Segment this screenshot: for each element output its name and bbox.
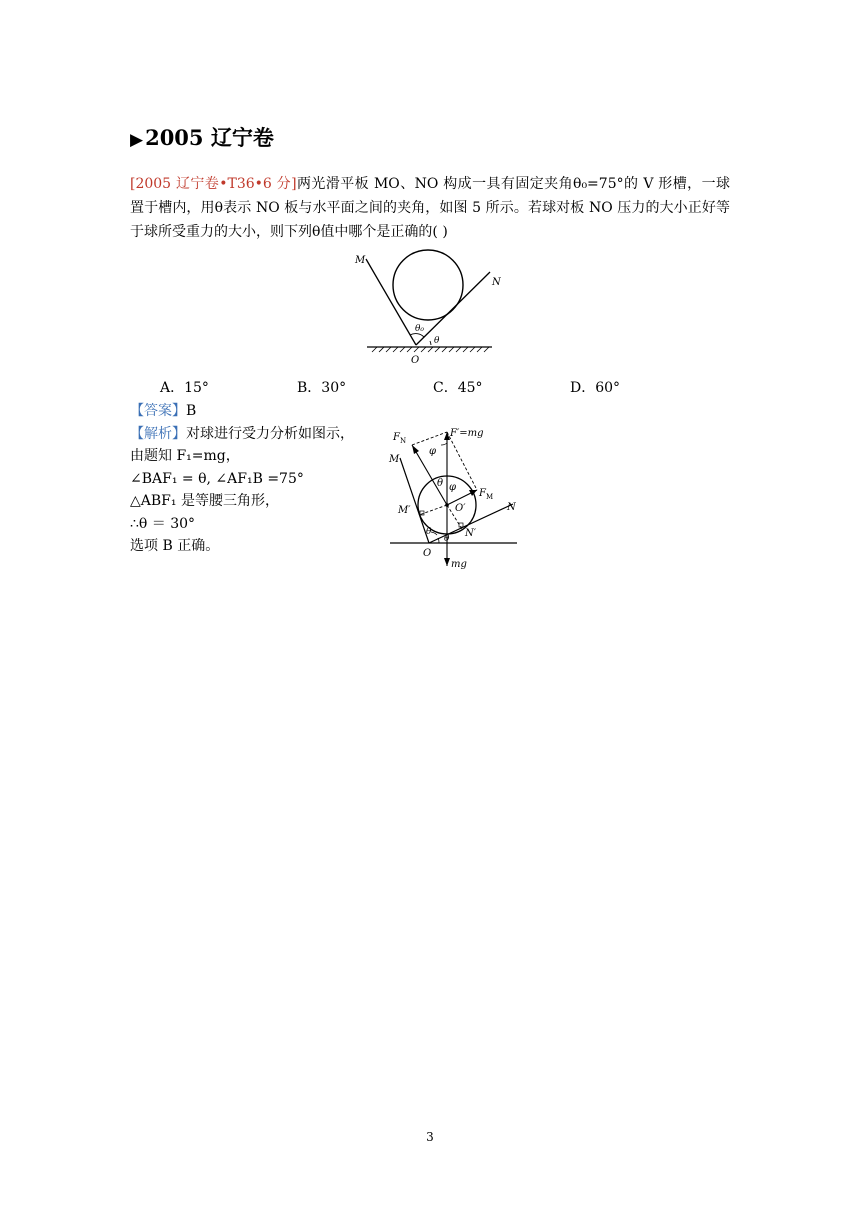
triangle-marker-icon: ▶	[130, 130, 144, 150]
label-theta: θ	[434, 336, 440, 346]
label-oprime: O′	[455, 503, 466, 514]
analysis-line: ∴θ ＝ 30°	[130, 515, 196, 532]
section-heading: ▶2005 辽宁卷	[130, 125, 274, 150]
solution-block	[130, 400, 390, 558]
analysis-intro: 【解析】对球进行受力分析如图示，	[130, 425, 354, 442]
label-theta-left: θ	[426, 527, 432, 537]
option-c: C．45°	[433, 380, 483, 396]
label-phi-2: φ	[449, 482, 457, 493]
label-theta-top: θ	[437, 478, 444, 489]
label-mg: mg	[451, 559, 467, 570]
v-groove-figure	[352, 245, 502, 370]
option-b: B．30°	[297, 380, 347, 396]
answer-line: 【答案】B	[130, 403, 197, 419]
label-theta0: θ₀	[415, 324, 425, 334]
label-phi-1: φ	[429, 446, 437, 457]
label-fm: $F_M$	[479, 488, 494, 501]
page-number: 3	[426, 1130, 434, 1144]
label-fprime: F′=mg	[450, 428, 484, 439]
problem-source: [2005 辽宁卷•T36•6 分]	[130, 176, 297, 192]
label-o: O	[423, 548, 432, 559]
label-theta-bottom: θ	[444, 534, 450, 544]
option-d: D．60°	[570, 380, 621, 396]
label-nprime: N′	[465, 528, 477, 539]
force-diagram	[385, 420, 525, 575]
label-n: N	[492, 277, 501, 288]
label-m: M	[389, 454, 400, 465]
label-fn: $F_N$	[393, 432, 407, 445]
problem-body: 两光滑平板 MO、NO 构成一具有固定夹角θ₀=75°的 V 形槽，一球置于槽内，用θ表示 NO 板与水平面之间的夹角，如图 5 所示。若球对板 NO 压力的大小正好等于球所受重力的大小，则下列θ值中哪个是正确的( )	[130, 176, 730, 240]
analysis-line: 选项 B 正确。	[130, 538, 220, 554]
label-o: O	[411, 355, 420, 366]
label-m: M	[355, 255, 366, 266]
problem-text	[130, 172, 730, 244]
label-n: N	[507, 502, 516, 513]
label-mprime: M′	[398, 505, 411, 516]
analysis-line: △ABF₁ 是等腰三角形，	[130, 493, 279, 509]
option-a: A．15°	[160, 380, 209, 396]
analysis-line: ∠BAF₁ = θ, ∠AF₁B =75°	[130, 470, 304, 487]
analysis-line: 由题知 F₁=mg，	[130, 448, 240, 464]
